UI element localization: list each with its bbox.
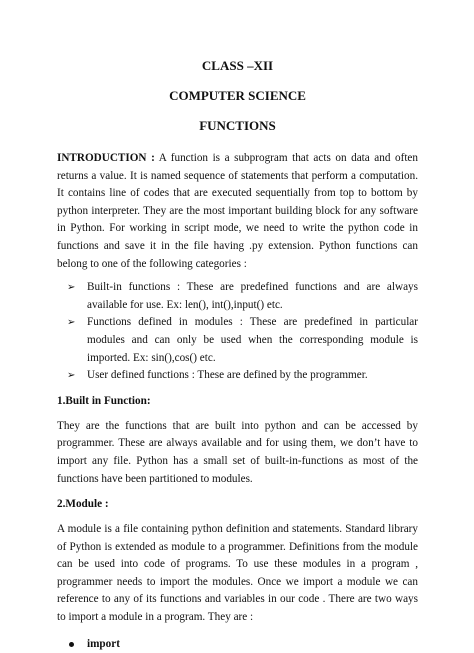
section-heading-module: 2.Module : [57, 498, 109, 511]
class-title: CLASS –XII [201, 58, 274, 73]
subject-title: COMPUTER SCIENCE [169, 88, 306, 103]
import-ways-list [57, 636, 418, 653]
section-heading-built-in: 1.Built in Function: [57, 394, 151, 407]
topic-title: FUNCTIONS [199, 118, 276, 133]
list-item [57, 314, 418, 367]
arrow-bullet-icon: ➢ [67, 317, 76, 329]
bullet-dot-icon [69, 642, 74, 647]
category-text: User defined functions : These are defined by the programmer. [87, 369, 368, 382]
list-item [57, 367, 418, 385]
introduction-label: INTRODUCTION : [57, 152, 155, 164]
introduction-text: A function is a subprogram that acts on data and often returns a value. It is named sequence of statements that perform a computation. It contains line of codes that are executed sequentially from top to bottom by python interpreter. They are the most important building block for any software in Python. For working in script mode, we need to write the python code in functions and save it in the file having .py extension. Python functions can belong to one of the following categories : [57, 152, 418, 270]
arrow-bullet-icon: ➢ [67, 282, 76, 294]
arrow-bullet-icon: ➢ [67, 370, 76, 382]
introduction-paragraph [57, 150, 418, 273]
category-text: Built-in functions : These are predefined functions and are always available for use. Ex: len(), int(),input() etc. [87, 281, 418, 311]
section-paragraph-module: A module is a file containing python definition and statements. Standard library of Python is extended as module to a programmer. Definitions from the module can be used into code of programs. To use these modules in a program , programmer needs to import the modules. Once we import a module we can reference to any of its functions and variables in our code . There are two ways to import a module in a program. They are : [57, 523, 418, 624]
section-paragraph-built-in: They are the functions that are built into python and can be accessed by programmer. These are always available and for using them, we don’t have to import any file. Python has a small set of built-in-functions as most of the functions have been partitioned to modules. [57, 419, 418, 485]
category-text: Functions defined in modules : These are predefined in particular modules and can only be used when the corresponding module is imported. Ex: sin(),cos() etc. [87, 316, 418, 364]
list-item [57, 636, 418, 653]
list-item [57, 279, 418, 314]
function-categories-list [57, 279, 418, 385]
import-way-text: import [87, 637, 120, 650]
document-page [57, 52, 418, 653]
